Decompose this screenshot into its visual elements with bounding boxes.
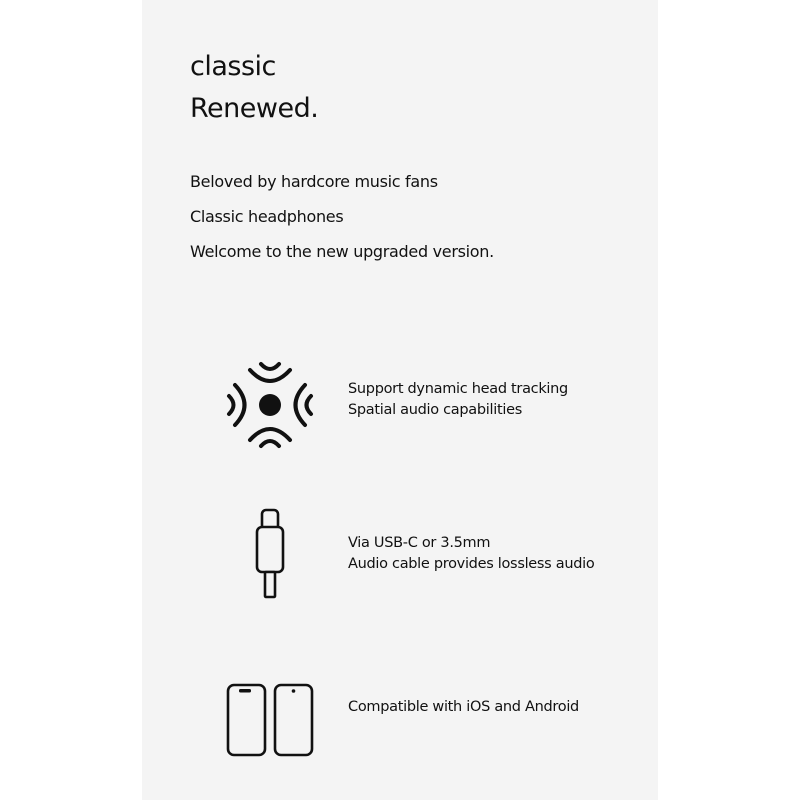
phones-icon [226, 682, 316, 758]
feature-line: Spatial audio capabilities [348, 402, 522, 418]
hero-title-line2: Renewed. [190, 93, 319, 124]
hero-line-1: Beloved by hardcore music fans [190, 172, 438, 191]
feature-line: Support dynamic head tracking [348, 381, 568, 397]
feature-line: Audio cable provides lossless audio [348, 556, 595, 572]
feature-compatibility [348, 697, 579, 718]
hero-line-3: Welcome to the new upgraded version. [190, 242, 494, 261]
feature-spatial-audio [348, 379, 568, 421]
hero-line-2: Classic headphones [190, 207, 344, 226]
usb-c-cable-icon [254, 508, 286, 600]
hero-title-line1: classic [190, 51, 276, 82]
feature-cable [348, 533, 594, 575]
spatial-audio-icon [224, 360, 316, 452]
feature-line: Compatible with iOS and Android [348, 699, 579, 715]
feature-line: Via USB-C or 3.5mm [348, 535, 491, 551]
